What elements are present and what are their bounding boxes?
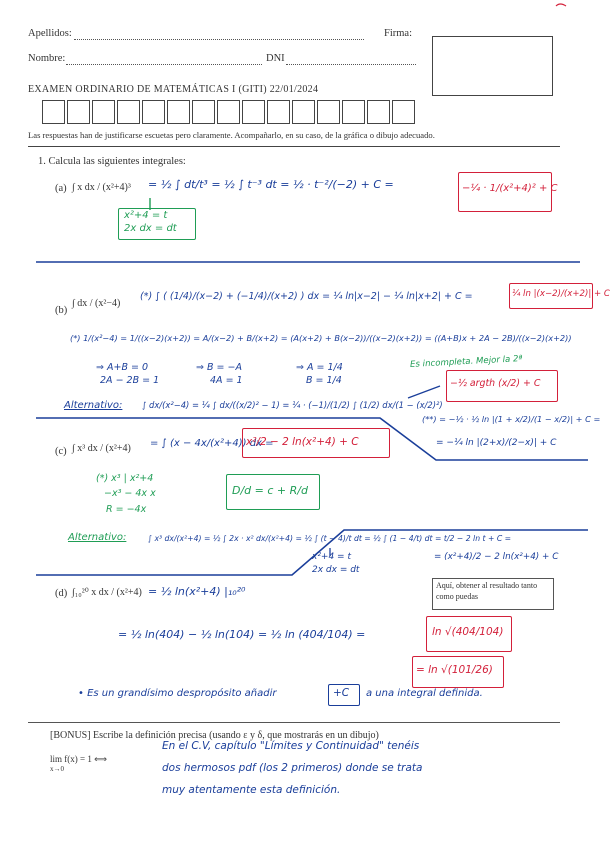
bonus-limit: lim f(x) = 1 ⟺	[50, 754, 107, 764]
part-b-incomplete-note: Es incompleta. Mejor la 2ª	[409, 354, 523, 370]
part-b-system-2: 2A − 2B = 1	[100, 375, 160, 386]
remark-prefix: • Es un grandísimo despropósito añadir	[78, 688, 277, 699]
part-c-alt-result: = (x²+4)/2 − 2 ln(x²+4) + C	[434, 552, 559, 562]
ink-mark	[556, 4, 566, 6]
part-d-answer-1: ln √(404/104)	[432, 626, 504, 638]
part-a-integral: ∫ x dx / (x²+4)³	[72, 182, 131, 193]
part-b-system-6: B = 1/4	[306, 375, 342, 386]
question-1-title: 1. Calcula las siguientes integrales:	[38, 156, 186, 167]
part-b-integral: ∫ dx / (x²−4)	[72, 298, 121, 309]
part-c-label: (c)	[55, 446, 67, 457]
part-a-answer: −¼ · 1/(x²+4)² + C	[462, 183, 558, 194]
part-b-system-3: ⇒ B = −A	[196, 362, 242, 373]
bonus-answer-2: dos hermosos pdf (los 2 primeros) donde se trata	[162, 762, 423, 774]
remark-box: +C	[333, 687, 350, 699]
part-a-label: (a)	[55, 183, 67, 194]
part-c-answer: x²/2 − 2 ln(x²+4) + C	[246, 436, 359, 448]
part-c-rule: D/d = c + R/d	[232, 484, 308, 497]
part-d-line-2: = ½ ln(404) − ½ ln(104) = ½ ln (404/104) =	[118, 628, 366, 641]
part-c-alt-subst-1: x²+4 = t	[312, 552, 351, 562]
separator-d	[36, 530, 588, 575]
bonus-answer-3: muy atentamente esta definición.	[162, 784, 341, 796]
dni-label: DNI	[266, 53, 285, 64]
part-d-label: (d)	[55, 588, 68, 599]
part-c-solution: = ∫ (x − 4x/(x²+4)) dx =	[150, 438, 274, 449]
part-b-system-5: ⇒ A = 1/4	[296, 362, 343, 373]
part-b-alt-answer: −½ argth (x/2) + C	[450, 378, 541, 389]
part-c-division-2: −x³ − 4x x	[104, 488, 156, 499]
bonus-title: [BONUS] Escribe la definición precisa (usando ε y δ, que mostrarás en un dibujo)	[50, 730, 379, 741]
part-b-system-4: 4A = 1	[210, 375, 243, 386]
nombre-label: Nombre:	[28, 53, 66, 64]
apellidos-label: Apellidos:	[28, 28, 72, 39]
part-b-alt-label: Alternativo:	[64, 400, 123, 411]
firma-label: Firma:	[384, 28, 412, 39]
part-c-division-1: (*) x³ | x²+4	[96, 473, 154, 484]
part-c-division-3: R = −4x	[106, 504, 147, 515]
part-b-solution: (*) ∫ ( (1/4)/(x−2) + (−1/4)/(x+2) ) dx = ¼ ln|x−2| − ¼ ln|x+2| + C =	[140, 291, 473, 302]
bonus-answer-1: En el C.V, capítulo "Límites y Continuidad" tenéis	[162, 740, 420, 752]
part-d-integral: ∫₁₀²⁰ x dx / (x²+4)	[72, 587, 142, 598]
bonus-limit-sub: x→0	[50, 765, 64, 773]
part-a-subst-2: 2x dx = dt	[124, 223, 177, 234]
arrow-b	[408, 386, 440, 398]
part-b-alt-3: = −¼ ln |(2+x)/(2−x)| + C	[436, 438, 557, 448]
part-b-answer: ¼ ln |(x−2)/(x+2)| + C	[512, 289, 610, 299]
part-d-note: Aquí, obtener al resultado tanto como puedas	[436, 581, 538, 601]
part-b-system-1: ⇒ A+B = 0	[96, 362, 148, 373]
part-b-alt-solution: ∫ dx/(x²−4) = ¼ ∫ dx/((x/2)² − 1) = ¼ · (−1)/(1/2) ∫ (1/2) dx/(1 − (x/2)²)	[142, 400, 443, 410]
part-d-answer-2: = ln √(101/26)	[416, 664, 493, 676]
part-a-solution: = ½ ∫ dt/t³ = ½ ∫ t⁻³ dt = ½ · t⁻²/(−2) + C =	[148, 178, 394, 191]
part-c-alt-subst-2: 2x dx = dt	[312, 565, 360, 575]
part-c-alt-label: Alternativo:	[68, 532, 127, 543]
part-c-alt-solution: ∫ x³ dx/(x²+4) = ½ ∫ 2x · x² dx/(x²+4) = ½ ∫ (t − 4)/t dt = ½ ∫ (1 − 4/t) dt = t/2 − 2 ln t + C =	[148, 534, 512, 543]
part-b-partial-fractions: (*) 1/(x²−4) = 1/((x−2)(x+2)) = A/(x−2) + B/(x+2) = (A(x+2) + B(x−2))/((x−2)(x+2)) = ((A+B)x + 2A − 2B)/((x−2)(x+2))	[70, 333, 572, 343]
part-d-solution: = ½ ln(x²+4) |₁₀²⁰	[148, 585, 246, 598]
separator-c	[36, 418, 588, 460]
remark-suffix: a una integral definida.	[366, 688, 483, 699]
instructions: Las respuestas han de justificarse escuetas pero claramente. Acompañarlo, en su caso, de la gráfica o dibujo adecuado.	[28, 130, 435, 140]
exam-title: EXAMEN ORDINARIO DE MATEMÁTICAS I (GITI) 22/01/2024	[28, 84, 319, 95]
part-c-integral: ∫ x³ dx / (x²+4)	[72, 443, 131, 454]
part-b-alt-2: (**) = −½ · ½ ln |(1 + x/2)/(1 − x/2)| + C =	[422, 414, 601, 424]
part-a-subst-1: x²+4 = t	[124, 210, 168, 221]
part-b-label: (b)	[55, 305, 68, 316]
